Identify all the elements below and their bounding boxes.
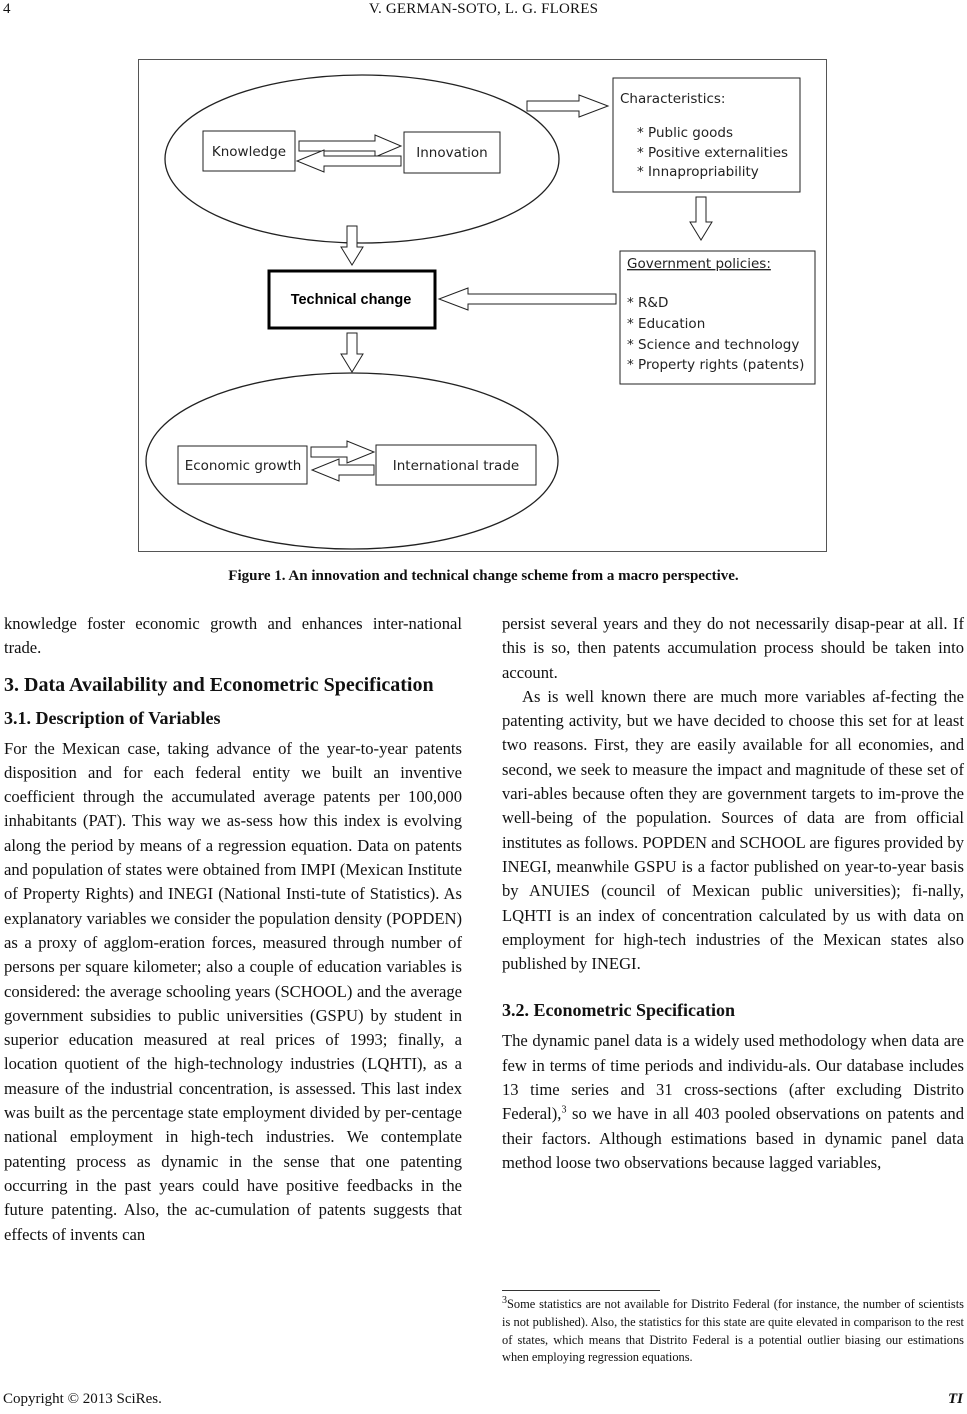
subsection-title: 3.2. Econometric Specification: [502, 1000, 735, 1021]
international-trade-label: International trade: [392, 458, 520, 474]
paragraph: knowledge foster economic growth and enhances inter-national trade.: [4, 614, 462, 658]
footnote-text: Some statistics are not available for Distrito Federal (for instance, the number of scientists is not published). Also, the statistics for this state are quite elevated in comparison to the rest of states, which means that Distrito Federal is a potential outlier biasing our estimations when employing regression equations.: [502, 1297, 964, 1365]
paragraph: As is well known there are much more variables af-fecting the patenting activity, but we have decided to choose this set for at least two reasons. First, they are easily available for all economies, and second, we seek to measure the impact and magnitude of these set of vari-ables because often they are government targets to im-prove the well-being of the population. Sources of data are from official institutes as follows. POPDEN and SCHOOL are figures provided by INEGI, meanwhile GSPU is a factor published on year-to-year basis by ANUIES (council of Mexican public universities); fi-nally, LQHTI is an index of concentration calculated by us with data on employment for high-tech industries of the Mexican states also published by INEGI.: [502, 686, 964, 974]
footnote-mark: 3: [502, 1294, 507, 1306]
figure-1: [138, 59, 827, 552]
innovation-to-technical-change-arrow: [341, 226, 363, 265]
running-head: V. GERMAN-SOTO, L. G. FLORES: [368, 1, 599, 17]
subsection-title: 3.1. Description of Variables: [4, 707, 221, 728]
left-column: [4, 612, 462, 1247]
right-column: [502, 612, 964, 1175]
journal-abbrev: TI: [948, 1391, 963, 1407]
policy-to-technical-change-arrow: [439, 288, 616, 310]
economic-growth-label: Economic growth: [184, 458, 302, 474]
paragraph-text: so we have in all 403 pooled observations on patents and their factors. Although estimations based in dynamic panel data method loose two observations because lagged variables,: [502, 1104, 964, 1172]
innovation-diagram: [139, 60, 828, 553]
paragraph: [502, 1029, 964, 1175]
government-title: Government policies:: [627, 256, 771, 272]
copyright: Copyright © 2013 SciRes.: [3, 1391, 162, 1407]
paragraph: persist several years and they do not necessarily disap-pear at all. If this is so, then patents accumulation process should be taken into account.: [502, 614, 964, 682]
to-government-arrow: [690, 197, 712, 240]
to-characteristics-arrow: [527, 95, 608, 117]
characteristics-item: * Public goods: [637, 125, 733, 141]
technical-change-label: Technical change: [290, 292, 412, 308]
characteristics-item: * Positive externalities: [637, 145, 789, 161]
government-item: * Science and technology: [627, 337, 800, 353]
government-item: * Education: [627, 316, 706, 332]
innovation-label: Innovation: [416, 145, 488, 161]
trade-to-growth-arrow: [312, 459, 374, 481]
technical-change-to-growth-arrow: [341, 333, 363, 372]
page-header: [0, 0, 967, 24]
paragraph: For the Mexican case, taking advance of the year-to-year patents disposition and for each federal entity we built an inventive coefficient through the accumulated average patents per 100,000 inhabitants (PAT). This way we as-sess how this index is evolving along the period by means of a regression equation. Data on patents and population of states were obtained from IMPI (Mexican Institute of Property Rights) and INEGI (National Insti-tute of Statistics). As explanatory variables we consider the population density (POPDEN) as a proxy of agglom-eration forces, measured through number of persons per square kilometer; also a couple of education variables is considered: the average schooling years (SCHOOL) and the average government subsidies to public universities (GSPU) by student in superior education measured at real prices of 1993; finally, a location quotient of the high-technology industries (LQHTI), as a measure of the industrial concentration, is assessed. This last index was built as the percentage state employment divided by per-centage national employment in high-tech industries. We contemplate patenting process as dynamic in the sense that one patenting occurring in the past years could have positive feedbacks in the future patenting. Also, the ac-cumulation of patents suggests that effects of invents can: [4, 738, 462, 1244]
knowledge-label: Knowledge: [211, 144, 287, 160]
section-title: 3. Data Availability and Econometric Specification: [4, 673, 434, 696]
page-number: 4: [3, 1, 11, 17]
innovation-to-knowledge-arrow: [297, 150, 401, 172]
paragraph-text: The dynamic panel data is a widely used methodology when data are few in terms of time periods and individu-als. Our database includes 13 time series and 31 cross-sections (after excluding Distrito Federal),: [502, 1031, 964, 1124]
footnote-divider: [502, 1290, 660, 1291]
footnote-reference[interactable]: 3: [561, 1104, 567, 1116]
page-footer: [0, 1391, 967, 1411]
government-item: * R&D: [627, 295, 669, 311]
characteristics-title: Characteristics:: [620, 91, 726, 107]
footnote: [502, 1296, 964, 1367]
government-item: * Property rights (patents): [627, 357, 805, 373]
characteristics-item: * Innapropriability: [637, 164, 759, 180]
growth-to-trade-arrow: [311, 441, 374, 463]
figure-caption: Figure 1. An innovation and technical change scheme from a macro perspective.: [228, 568, 739, 584]
